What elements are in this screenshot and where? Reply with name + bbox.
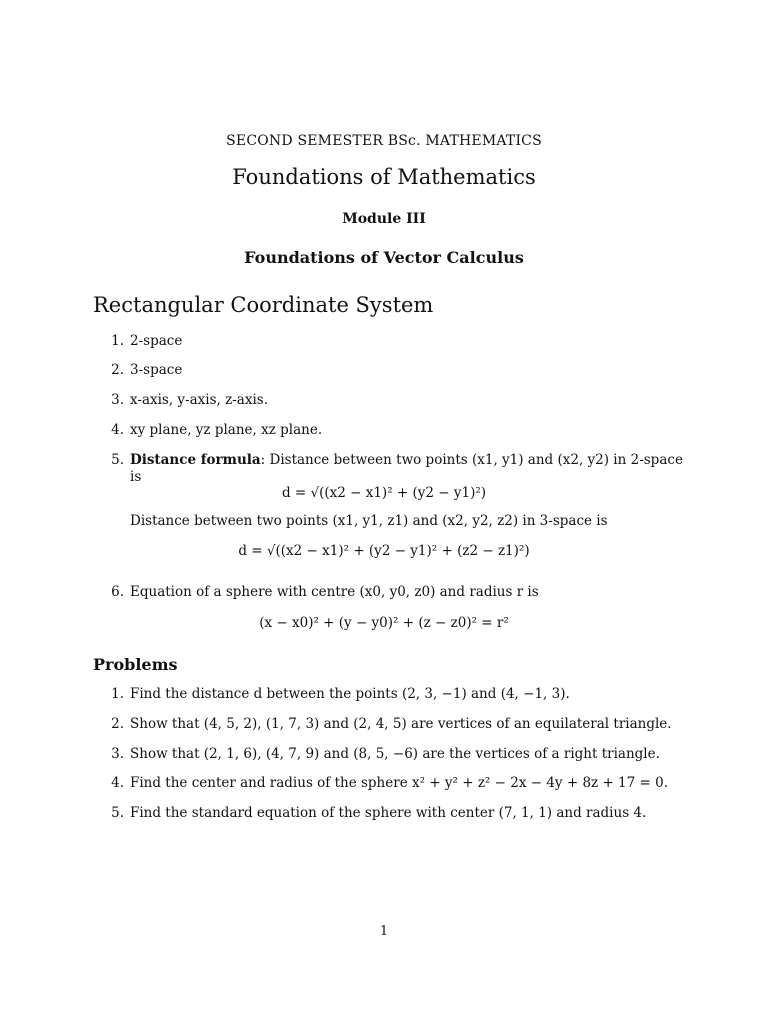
problem-item (0, 686, 768, 704)
problem-item (0, 775, 768, 793)
distance-2d-formula: d = √((x2 − x1)² + (y2 − y1)²) (281, 485, 487, 501)
list-item-text (130, 452, 683, 468)
list-item-number: 6. (111, 584, 124, 600)
list-item-number: 2. (111, 362, 124, 378)
list-item-text: Equation of a sphere with centre (x0, y0, z0) and radius r is (130, 584, 539, 600)
list-item-number: 1. (111, 333, 124, 349)
module-label: Module III (342, 211, 426, 227)
list-item (0, 452, 768, 488)
problem-number: 4. (111, 775, 124, 791)
list-item-text: x-axis, y-axis, z-axis. (130, 392, 268, 408)
problem-text: Show that (4, 5, 2), (1, 7, 3) and (2, 4, 5) are vertices of an equilateral triangle. (130, 716, 672, 732)
problem-item (0, 746, 768, 764)
list-item-continuation: is (130, 469, 142, 485)
list-item-text: 2-space (130, 333, 183, 349)
problem-text: Find the distance d between the points (2, 3, −1) and (4, −1, 3). (130, 686, 570, 702)
sphere-equation: (x − x0)² + (y − y0)² + (z − z0)² = r² (259, 615, 509, 631)
list-item (0, 422, 768, 440)
problem-number: 5. (111, 805, 124, 821)
section-title: Rectangular Coordinate System (93, 293, 434, 317)
distance-3d-intro: Distance between two points (x1, y1, z1) and (x2, y2, z2) in 3-space is (130, 513, 608, 529)
list-item-number: 5. (111, 452, 124, 468)
list-item-number: 3. (111, 392, 124, 408)
problem-text: Find the standard equation of the sphere with center (7, 1, 1) and radius 4. (130, 805, 647, 821)
problem-number: 1. (111, 686, 124, 702)
distance-formula-label: Distance formula (130, 452, 261, 468)
list-item-text: xy plane, yz plane, xz plane. (130, 422, 323, 438)
distance-formula-text: : Distance between two points (x1, y1) and (x2, y2) in 2-space (260, 452, 683, 468)
document-subtitle: Foundations of Vector Calculus (244, 248, 524, 267)
list-item (0, 333, 768, 351)
problem-text: Show that (2, 1, 6), (4, 7, 9) and (8, 5, −6) are the vertices of a right triangle. (130, 746, 660, 762)
problem-item (0, 716, 768, 734)
document-title: Foundations of Mathematics (232, 165, 536, 189)
list-item (0, 584, 768, 602)
problem-number: 2. (111, 716, 124, 732)
problem-text: Find the center and radius of the sphere x² + y² + z² − 2x − 4y + 8z + 17 = 0. (130, 775, 668, 791)
list-item (0, 362, 768, 380)
list-item (0, 392, 768, 410)
problem-item (0, 805, 768, 823)
problems-heading: Problems (93, 655, 178, 674)
list-item-text: 3-space (130, 362, 183, 378)
problem-number: 3. (111, 746, 124, 762)
course-header: SECOND SEMESTER BSc. MATHEMATICS (226, 133, 542, 149)
list-item-number: 4. (111, 422, 124, 438)
page-number: 1 (379, 924, 389, 939)
distance-3d-formula: d = √((x2 − x1)² + (y2 − y1)² + (z2 − z1)²) (238, 543, 530, 559)
